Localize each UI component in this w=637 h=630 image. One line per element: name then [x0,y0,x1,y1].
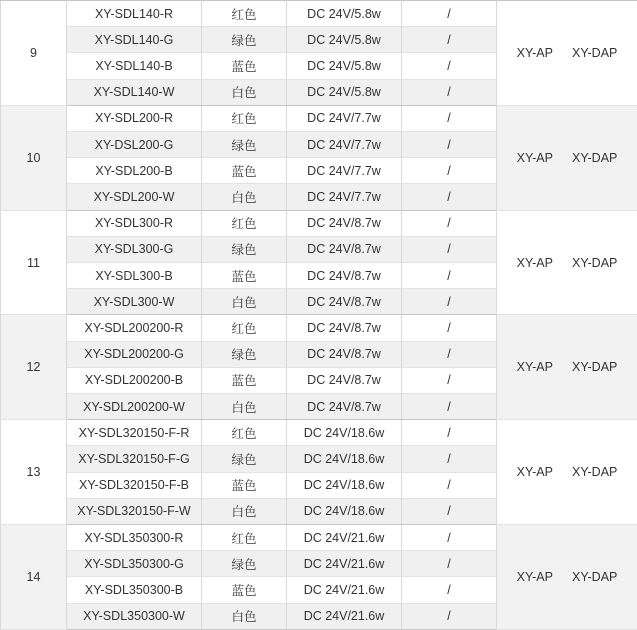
accessory-ap-label: XY-AP [516,255,553,270]
accessory-ap-label: XY-AP [516,570,553,585]
note-cell: / [402,289,497,315]
model-cell: XY-SDL140-B [67,53,202,79]
power-cell: DC 24V/5.8w [287,27,402,53]
power-cell: DC 24V/8.7w [287,236,402,262]
table-row [1,525,637,551]
note-cell: / [402,158,497,184]
color-cell: 红色 [202,105,287,131]
note-cell: / [402,525,497,551]
model-cell: XY-SDL320150-F-B [67,472,202,498]
color-cell: 绿色 [202,551,287,577]
accessory-dap-label: XY-DAP [571,255,618,270]
accessory-cell [497,420,637,525]
power-cell: DC 24V/7.7w [287,105,402,131]
note-cell: / [402,27,497,53]
table-row [1,210,637,236]
accessory-cell [497,315,637,420]
color-cell: 白色 [202,289,287,315]
model-cell: XY-SDL300-R [67,210,202,236]
note-cell: / [402,367,497,393]
power-cell: DC 24V/8.7w [287,315,402,341]
accessory-cell [497,210,637,315]
power-cell: DC 24V/18.6w [287,420,402,446]
model-cell: XY-SDL140-W [67,79,202,105]
note-cell: / [402,263,497,289]
color-cell: 红色 [202,315,287,341]
color-cell: 绿色 [202,132,287,158]
model-cell: XY-SDL320150-F-R [67,420,202,446]
table-row [1,105,637,131]
color-cell: 蓝色 [202,53,287,79]
model-cell: XY-SDL140-R [67,1,202,27]
model-cell: XY-SDL200-R [67,105,202,131]
note-cell: / [402,420,497,446]
color-cell: 红色 [202,210,287,236]
power-cell: DC 24V/21.6w [287,577,402,603]
model-cell: XY-SDL350300-R [67,525,202,551]
model-cell: XY-SDL350300-B [67,577,202,603]
color-cell: 红色 [202,525,287,551]
color-cell: 白色 [202,498,287,524]
model-cell: XY-SDL200-W [67,184,202,210]
model-cell: XY-DSL200-G [67,132,202,158]
note-cell: / [402,551,497,577]
table-row [1,315,637,341]
table-row [1,1,637,27]
accessory-ap-label: XY-AP [516,150,553,165]
model-cell: XY-SDL300-B [67,263,202,289]
model-cell: XY-SDL140-G [67,27,202,53]
power-cell: DC 24V/8.7w [287,341,402,367]
accessory-ap-label: XY-AP [516,360,553,375]
power-cell: DC 24V/18.6w [287,446,402,472]
color-cell: 绿色 [202,236,287,262]
color-cell: 蓝色 [202,158,287,184]
accessory-dap-label: XY-DAP [571,45,618,60]
note-cell: / [402,79,497,105]
model-cell: XY-SDL200200-R [67,315,202,341]
accessory-ap-label: XY-AP [516,45,553,60]
group-number-cell: 11 [1,210,67,315]
color-cell: 蓝色 [202,263,287,289]
accessory-cell [497,105,637,210]
color-cell: 白色 [202,184,287,210]
note-cell: / [402,603,497,629]
power-cell: DC 24V/5.8w [287,79,402,105]
note-cell: / [402,472,497,498]
power-cell: DC 24V/8.7w [287,263,402,289]
model-cell: XY-SDL300-G [67,236,202,262]
note-cell: / [402,341,497,367]
color-cell: 蓝色 [202,577,287,603]
model-cell: XY-SDL350300-G [67,551,202,577]
color-cell: 白色 [202,603,287,629]
table-row [1,420,637,446]
group-number-cell: 9 [1,1,67,106]
model-cell: XY-SDL200200-W [67,394,202,420]
power-cell: DC 24V/8.7w [287,367,402,393]
group-number-cell: 13 [1,420,67,525]
accessory-dap-label: XY-DAP [571,360,618,375]
color-cell: 白色 [202,394,287,420]
accessory-ap-label: XY-AP [516,465,553,480]
note-cell: / [402,498,497,524]
power-cell: DC 24V/8.7w [287,210,402,236]
color-cell: 蓝色 [202,367,287,393]
note-cell: / [402,132,497,158]
accessory-dap-label: XY-DAP [571,570,618,585]
note-cell: / [402,53,497,79]
note-cell: / [402,184,497,210]
model-cell: XY-SDL320150-F-G [67,446,202,472]
color-cell: 红色 [202,420,287,446]
note-cell: / [402,577,497,603]
color-cell: 白色 [202,79,287,105]
note-cell: / [402,105,497,131]
note-cell: / [402,315,497,341]
power-cell: DC 24V/5.8w [287,53,402,79]
power-cell: DC 24V/21.6w [287,525,402,551]
accessory-dap-label: XY-DAP [571,465,618,480]
group-number-cell: 12 [1,315,67,420]
power-cell: DC 24V/8.7w [287,394,402,420]
power-cell: DC 24V/7.7w [287,184,402,210]
accessory-dap-label: XY-DAP [571,150,618,165]
note-cell: / [402,1,497,27]
power-cell: DC 24V/18.6w [287,498,402,524]
model-cell: XY-SDL320150-F-W [67,498,202,524]
note-cell: / [402,394,497,420]
model-cell: XY-SDL350300-W [67,603,202,629]
color-cell: 绿色 [202,341,287,367]
power-cell: DC 24V/21.6w [287,551,402,577]
group-number-cell: 14 [1,525,67,630]
power-cell: DC 24V/7.7w [287,132,402,158]
color-cell: 蓝色 [202,472,287,498]
color-cell: 绿色 [202,27,287,53]
model-cell: XY-SDL200-B [67,158,202,184]
power-cell: DC 24V/5.8w [287,1,402,27]
model-cell: XY-SDL200200-G [67,341,202,367]
power-cell: DC 24V/18.6w [287,472,402,498]
note-cell: / [402,236,497,262]
accessory-cell [497,1,637,106]
color-cell: 绿色 [202,446,287,472]
note-cell: / [402,446,497,472]
model-cell: XY-SDL300-W [67,289,202,315]
group-number-cell: 10 [1,105,67,210]
accessory-cell [497,525,637,630]
power-cell: DC 24V/8.7w [287,289,402,315]
note-cell: / [402,210,497,236]
power-cell: DC 24V/7.7w [287,158,402,184]
power-cell: DC 24V/21.6w [287,603,402,629]
color-cell: 红色 [202,1,287,27]
model-cell: XY-SDL200200-B [67,367,202,393]
